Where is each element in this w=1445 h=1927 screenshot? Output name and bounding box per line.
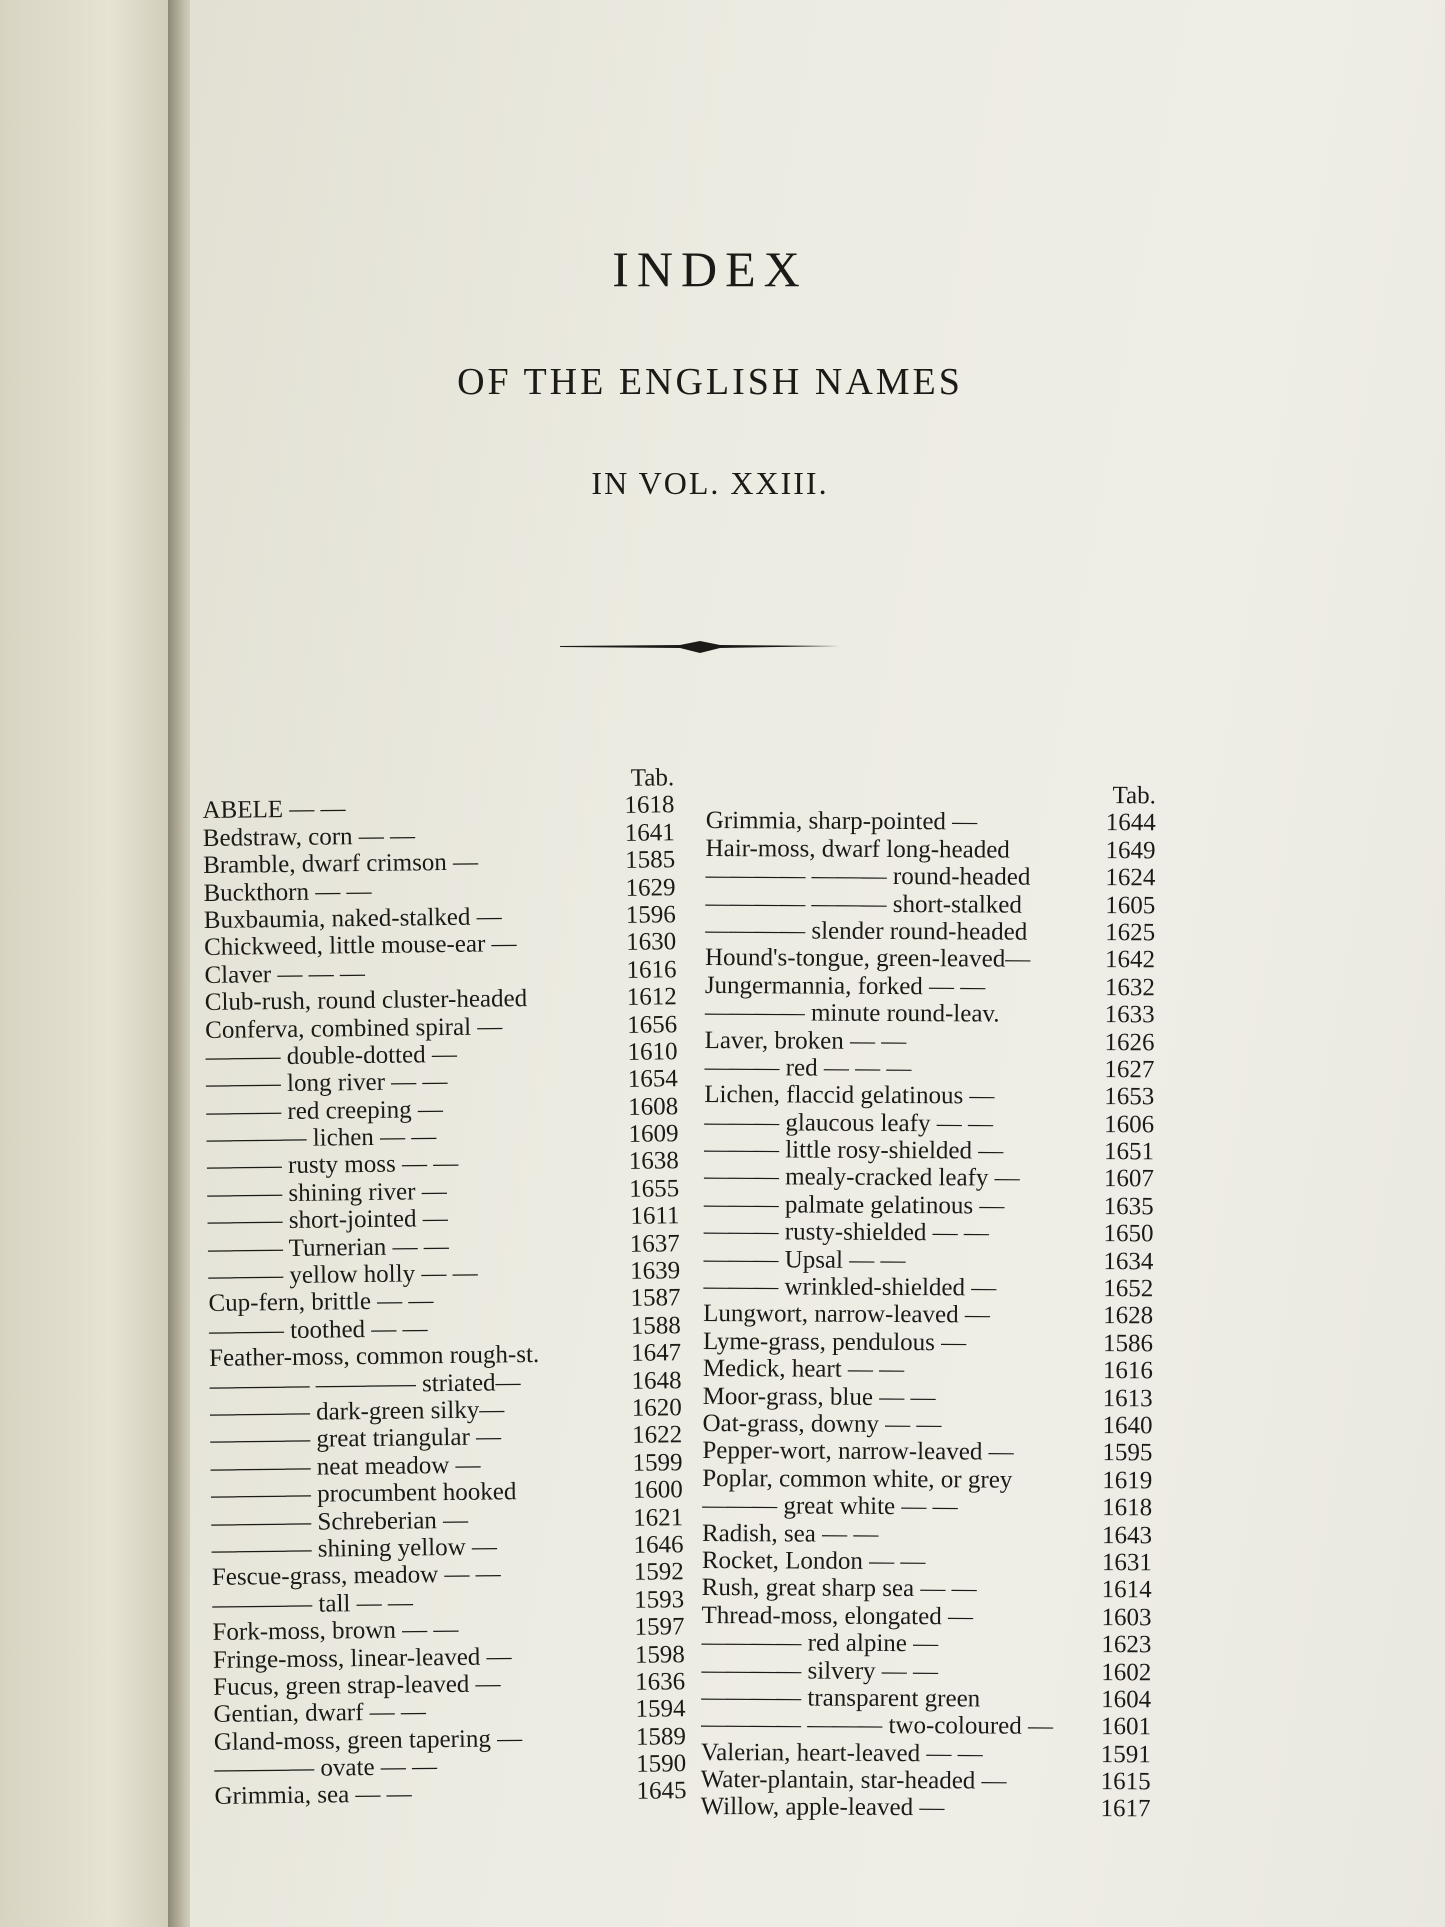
right-entry-list	[700, 807, 1155, 1823]
entry-name: Claver — — —	[204, 959, 366, 989]
tab-column-header: Tab.	[1112, 782, 1156, 810]
entry-tab-number: 1634	[1103, 1247, 1154, 1276]
entry-name: Buckthorn — —	[203, 877, 372, 907]
entry-name: Oat-grass, downy — —	[702, 1409, 942, 1439]
index-entry	[703, 1383, 1153, 1413]
entry-name: Fork-moss, brown — —	[212, 1616, 459, 1647]
entry-name: Grimmia, sharp-pointed —	[705, 807, 978, 836]
index-entry	[705, 944, 1155, 974]
entry-tab-number: 1608	[627, 1092, 679, 1121]
entry-tab-number: 1617	[1100, 1795, 1151, 1823]
entry-tab-number: 1632	[1104, 973, 1155, 1002]
index-entry	[702, 1492, 1152, 1522]
entry-name: ——— Turnerian — —	[207, 1232, 449, 1263]
entry-tab-number: 1601	[1100, 1713, 1152, 1741]
entry-tab-number: 1648	[631, 1366, 682, 1395]
entry-tab-number: 1650	[1103, 1220, 1154, 1248]
entry-name: ——— great white — —	[702, 1492, 958, 1521]
index-entry	[703, 1355, 1153, 1385]
index-entry	[702, 1574, 1152, 1604]
index-entry	[703, 1410, 1153, 1440]
entry-name: Hound's-tongue, green-leaved—	[704, 944, 1031, 974]
entry-name: ——— little rosy-shielded —	[703, 1136, 1004, 1165]
entry-tab-number: 1644	[1105, 809, 1156, 837]
entry-name: Lyme-grass, pendulous —	[702, 1327, 967, 1357]
index-entry	[702, 1437, 1152, 1467]
entry-name: ———— ——— round-headed	[705, 862, 1031, 891]
index-entry	[703, 1273, 1153, 1303]
entry-name: ———— ——— short-stalked	[705, 889, 1023, 919]
entry-name: Radish, sea — —	[701, 1519, 879, 1548]
entry-name: ———— transparent green	[701, 1683, 981, 1713]
tab-column-header: Tab.	[630, 764, 675, 792]
entry-tab-number: 1635	[1103, 1192, 1154, 1221]
entry-tab-number: 1616	[626, 955, 677, 984]
index-entry	[705, 999, 1155, 1029]
index-entry	[704, 1054, 1154, 1084]
entry-name: ———— great triangular —	[210, 1423, 502, 1455]
entry-name: Club-rush, round cluster-headed	[204, 985, 528, 1017]
entry-name: ——— toothed — —	[208, 1315, 428, 1345]
entry-name: Gland-moss, green tapering —	[213, 1724, 523, 1756]
entry-name: ———— shining yellow —	[211, 1533, 498, 1564]
index-title: INDEX	[612, 241, 808, 297]
entry-tab-number: 1643	[1101, 1521, 1153, 1549]
entry-tab-number: 1607	[1103, 1165, 1154, 1193]
entry-tab-number: 1620	[631, 1394, 682, 1422]
entry-tab-number: 1599	[632, 1448, 683, 1477]
entry-name: Fescue-grass, meadow — —	[211, 1560, 501, 1592]
entry-tab-number: 1628	[1103, 1302, 1154, 1330]
entry-tab-number: 1624	[1105, 864, 1156, 892]
entry-tab-number: 1614	[1101, 1576, 1152, 1604]
index-entry	[705, 917, 1155, 947]
entry-name: ———— red alpine —	[701, 1629, 939, 1658]
entry-tab-number: 1615	[1100, 1768, 1151, 1796]
entry-tab-number: 1611	[630, 1202, 680, 1231]
entry-name: Valerian, heart-leaved — —	[700, 1738, 983, 1768]
index-entry	[704, 1136, 1154, 1166]
entry-name: ——— mealy-cracked leafy —	[703, 1163, 1020, 1193]
entry-tab-number: 1618	[624, 791, 675, 820]
entry-name: Poplar, common white, or grey	[702, 1464, 1013, 1494]
entry-name: ———— lichen — —	[206, 1123, 437, 1154]
entry-tab-number: 1646	[633, 1531, 684, 1559]
entry-name: ———— minute round-leav.	[704, 999, 1000, 1028]
entry-name: ——— double-dotted —	[205, 1040, 458, 1071]
entry-name: ———— slender round-headed	[705, 916, 1028, 946]
entry-name: ———— ——— two-coloured —	[700, 1711, 1054, 1741]
entry-name: Gentian, dwarf — —	[213, 1698, 427, 1729]
entry-tab-number: 1592	[633, 1558, 684, 1587]
entry-name: ——— red — — —	[704, 1053, 912, 1083]
entry-tab-number: 1618	[1102, 1494, 1153, 1522]
entry-tab-number: 1653	[1104, 1083, 1155, 1111]
index-subtitle: OF THE ENGLISH NAMES	[457, 361, 963, 403]
index-entry	[704, 1191, 1154, 1221]
entry-tab-number: 1630	[625, 928, 677, 957]
entry-tab-number: 1586	[1102, 1329, 1154, 1358]
entry-name: ———— dark-green silky—	[209, 1396, 505, 1427]
entry-name: Laver, broken — —	[704, 1026, 907, 1055]
index-entry	[701, 1657, 1151, 1687]
index-column-left	[202, 764, 687, 1811]
entry-tab-number: 1625	[1105, 919, 1156, 947]
volume-label: IN VOL. XXIII.	[591, 465, 829, 501]
entry-name: ——— short-jointed —	[207, 1205, 448, 1236]
index-entry	[704, 1163, 1154, 1193]
entry-tab-number: 1627	[1104, 1056, 1155, 1084]
index-entry	[703, 1328, 1153, 1358]
index-entry	[701, 1766, 1151, 1796]
entry-tab-number: 1645	[636, 1777, 687, 1806]
entry-name: Buxbaumia, naked-stalked —	[203, 903, 502, 934]
entry-tab-number: 1616	[1102, 1357, 1153, 1385]
entry-name: Grimmia, sea — —	[214, 1780, 412, 1811]
entry-name: Moor-grass, blue — —	[702, 1382, 936, 1411]
entry-name: Water-plantain, star-headed —	[700, 1766, 1007, 1795]
entry-name: Chickweed, little mouse-ear —	[204, 930, 517, 962]
entry-name: ——— long river — —	[205, 1068, 448, 1099]
entry-tab-number: 1654	[627, 1065, 678, 1094]
entry-tab-number: 1610	[627, 1038, 678, 1066]
entry-name: ——— wrinkled-shielded —	[703, 1273, 997, 1302]
entry-name: Feather-moss, common rough-st.	[209, 1341, 540, 1373]
entry-tab-number: 1623	[1101, 1631, 1152, 1659]
entry-tab-number: 1588	[630, 1312, 681, 1340]
index-entry	[706, 835, 1156, 865]
entry-tab-number: 1594	[635, 1695, 686, 1724]
entry-tab-number: 1606	[1104, 1110, 1155, 1139]
entry-name: ——— glaucous leafy — —	[704, 1108, 994, 1138]
entry-tab-number: 1590	[636, 1750, 687, 1778]
entry-name: ———— Schreberian —	[211, 1506, 469, 1537]
entry-name: ——— palmate gelatinous —	[703, 1190, 1005, 1220]
index-entry	[702, 1602, 1152, 1632]
entry-name: Lungwort, narrow-leaved —	[703, 1300, 990, 1329]
entry-name: ——— rusty-shielded — —	[703, 1218, 990, 1247]
entry-name: Cup-fern, brittle — —	[208, 1287, 434, 1318]
entry-tab-number: 1600	[632, 1476, 683, 1504]
entry-tab-number: 1598	[634, 1640, 686, 1669]
entry-tab-number: 1642	[1104, 946, 1156, 974]
index-entry	[704, 1081, 1154, 1111]
index-entry	[701, 1629, 1151, 1659]
entry-tab-number: 1655	[628, 1175, 680, 1203]
index-entry	[214, 1778, 686, 1811]
entry-tab-number: 1633	[1104, 1001, 1155, 1029]
entry-tab-number: 1639	[629, 1257, 681, 1285]
entry-tab-number: 1631	[1101, 1549, 1152, 1577]
entry-name: ———— neat meadow —	[210, 1451, 481, 1482]
index-entry	[700, 1793, 1150, 1823]
entry-tab-number: 1602	[1101, 1658, 1152, 1686]
entry-name: Hair-moss, dwarf long-headed	[705, 834, 1010, 864]
index-entry	[704, 1218, 1154, 1248]
entry-tab-number: 1593	[634, 1585, 685, 1614]
index-entry	[703, 1300, 1153, 1330]
index-entry	[703, 1246, 1153, 1276]
entry-name: Bramble, dwarf crimson —	[203, 848, 479, 880]
entry-name: ———— ———— striated—	[209, 1368, 521, 1400]
entry-tab-number: 1649	[1105, 836, 1156, 865]
entry-name: Willow, apple-leaved —	[700, 1793, 945, 1822]
entry-tab-number: 1597	[634, 1613, 685, 1641]
index-entry	[702, 1547, 1152, 1577]
entry-tab-number: 1613	[1102, 1384, 1153, 1412]
entry-tab-number: 1591	[1100, 1740, 1151, 1769]
entry-tab-number: 1640	[1102, 1412, 1153, 1440]
entry-name: Jungermannia, forked — —	[704, 971, 986, 1001]
index-entry	[702, 1520, 1152, 1550]
entry-name: ABELE — —	[202, 795, 346, 825]
index-column-right	[700, 770, 1155, 1823]
entry-tab-number: 1622	[631, 1421, 683, 1450]
entry-tab-number: 1589	[635, 1722, 687, 1751]
entry-name: Rocket, London — —	[701, 1546, 926, 1576]
index-entry	[704, 1109, 1154, 1139]
entry-name: ——— shining river —	[207, 1177, 447, 1208]
entry-tab-number: 1605	[1105, 891, 1156, 919]
entry-tab-number: 1656	[626, 1010, 678, 1039]
entry-tab-number: 1626	[1104, 1028, 1155, 1056]
entry-tab-number: 1652	[1103, 1275, 1154, 1303]
index-entry	[705, 890, 1155, 920]
entry-tab-number: 1621	[633, 1503, 684, 1532]
decorative-rule	[560, 640, 840, 654]
entry-tab-number: 1585	[624, 846, 676, 875]
entry-tab-number: 1604	[1101, 1685, 1152, 1714]
entry-name: Fringe-moss, linear-leaved —	[212, 1642, 512, 1674]
entry-tab-number: 1619	[1102, 1466, 1153, 1495]
entry-tab-number: 1647	[630, 1339, 682, 1368]
entry-name: ———— tall — —	[212, 1589, 414, 1619]
entry-name: Fucus, green strap-leaved —	[213, 1670, 501, 1701]
entry-name: Rush, great sharp sea — —	[701, 1574, 977, 1603]
entry-tab-number: 1609	[628, 1120, 679, 1148]
entry-name: ———— procumbent hooked	[210, 1478, 517, 1510]
entry-name: Bedstraw, corn — —	[202, 822, 416, 852]
entry-name: Lichen, flaccid gelatinous —	[704, 1081, 995, 1110]
entry-name: ———— silvery — —	[701, 1656, 939, 1685]
entry-name: ——— yellow holly — —	[208, 1259, 478, 1291]
entry-tab-number: 1636	[635, 1668, 686, 1696]
index-entry	[701, 1711, 1151, 1741]
entry-tab-number: 1637	[629, 1229, 680, 1258]
index-entry	[702, 1465, 1152, 1495]
entry-tab-number: 1595	[1102, 1439, 1153, 1467]
left-entry-list	[202, 792, 686, 1811]
index-entry	[701, 1739, 1151, 1769]
entry-name: Medick, heart — —	[702, 1355, 905, 1384]
entry-name: ———— ovate — —	[214, 1753, 438, 1784]
entry-name: Thread-moss, elongated —	[701, 1601, 974, 1631]
entry-tab-number: 1596	[625, 901, 676, 929]
entry-tab-number: 1641	[624, 819, 675, 847]
entry-name: ——— red creeping —	[206, 1095, 444, 1126]
entry-name: Pepper-wort, narrow-leaved —	[702, 1437, 1014, 1467]
entry-tab-number: 1651	[1103, 1138, 1155, 1166]
index-entry	[705, 1027, 1155, 1057]
entry-tab-number: 1638	[628, 1147, 679, 1176]
entry-tab-number: 1612	[626, 983, 677, 1011]
index-entry	[706, 807, 1156, 837]
entry-name: ——— rusty moss — —	[206, 1150, 459, 1181]
index-entry	[701, 1684, 1151, 1714]
entry-name: ——— Upsal — —	[703, 1245, 906, 1274]
entry-tab-number: 1629	[625, 873, 676, 902]
entry-tab-number: 1587	[630, 1284, 681, 1313]
index-entry	[705, 862, 1155, 892]
index-entry	[705, 972, 1155, 1002]
entry-name: Conferva, combined spiral —	[205, 1012, 503, 1044]
entry-tab-number: 1603	[1101, 1603, 1152, 1632]
